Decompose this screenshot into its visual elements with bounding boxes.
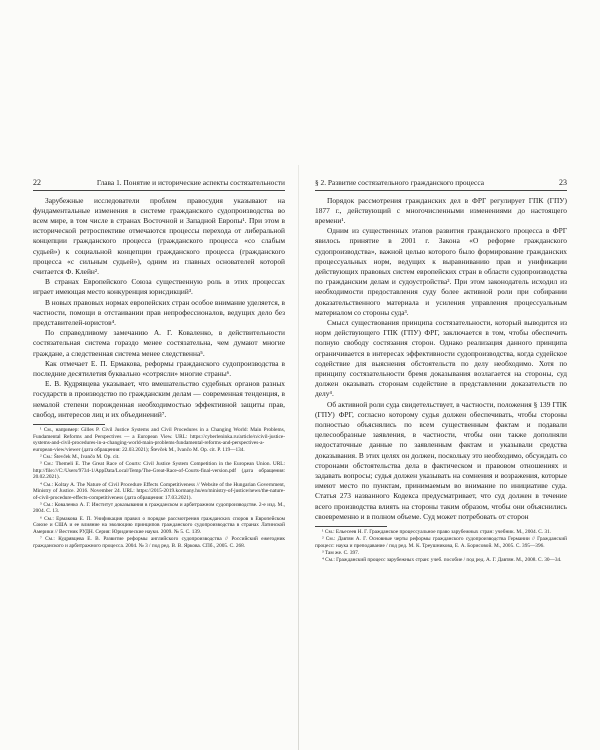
left-page [33, 178, 285, 550]
left-body-text [33, 196, 285, 420]
footnote: ² См.: Давтян А. Г. Основные черты реформы гражданского судопроизводства Германии // Гражданский процесс: наука и преподавание / под ред. М. К. Треушникова, Е. А. Борисовой. М., 2005. С. 395—396. [315, 536, 567, 549]
footnote: ³ См.: Themeli E. The Great Race of Courts: Civil Justice System Competition in the European Union. URL: http://file:///C:/Users/9734-1/AppData/Local/Temp/The-Great-Race-of-Courts-final-version.pdf (дата обращения: 20.02.2021). [33, 461, 285, 481]
footnote: ⁵ См.: Коваленко А. Г. Институт доказывания в гражданском и арбитражном судопроизводстве. 2-е изд. М., 2004. С. 13. [33, 501, 285, 515]
footnote: ¹ См.: Ельесеев Н. Г. Гражданское процессуальное право зарубежных стран: учебник. М., 2004. С. 31. [322, 529, 552, 535]
left-footnotes [33, 427, 285, 549]
footnote: ³ Там же. С. 397. [322, 549, 360, 556]
right-page [315, 178, 567, 564]
paragraph: В странах Европейского Союза существенную роль в этих процессах играет имеющая место конкуренция юрисдикций³. [33, 277, 285, 297]
footnote-separator [315, 526, 387, 527]
paragraph: Е. В. Кудрявцева указывает, что вмешательство судебных органов разных государств в производство по гражданским делам — современная тенденция, в немалой степени порожденная необходимостью эффективной защиты прав, свобод, интересов лиц и их объединений⁷. [33, 379, 285, 419]
paragraph: Зарубежные исследователи проблем правосудия указывают на фундаментальные изменения в системе гражданского судопроизводства во всем мире, в том числе в странах Восточной и Западной Европы¹. При этом в исторической ретроспективе отмечаются процессы перехода от либеральной концепции гражданского процесса (гражданского процесса «со слабым судьей») к социальной концепции гражданского процесса (гражданского процесса «с сильным судьей»), одним из главных основателей которой считается Ф. Клейн². [33, 195, 285, 276]
left-running-head [33, 178, 285, 191]
right-footnotes [315, 529, 567, 564]
footnote: ⁴ См.: Koltay A. The Nature of Civil Procedure Effects Competitiveness // Website of the Hungarian Government, Ministry of Justice. 2016. November 24. URL: https://2015-2019.kormany.hu/en/ministry-of-justice/news/the-nature-of-civil-procedure-effects-competitiveness (дата обращения: 17.03.2021). [33, 481, 285, 501]
paragraph: Порядок рассмотрения гражданских дел в ФРГ регулирует ГПК (ГПУ) 1877 г., действующий с многочисленными изменениями до настоящего времени¹. [315, 195, 567, 225]
footnote: ⁶ См.: Ермакова Е. П. Унификация правил о порядке рассмотрения гражданских споров в Европейском Союзе и США и ее влияние на эволюцию принципов гражданского судопроизводства в странах Латинской Америки // Вестник РУДН. Серия: Юридические науки. 2009. № 5. С. 139. [33, 515, 285, 535]
paragraph: Смысл существования принципа состязательности, который выводится из норм действующего ГПК (ГПУ) ФРГ, заключается в том, чтобы обеспечить полную свободу состязания сторон. Однако реализация данного принципа ограничивается в интересах эффективности судопроизводства, когда судейское содействие для выяснения обстоятельств по делу необходимо. Хотя по принципу состязательности бремя доказывания возлагается на стороны, суд должен оказывать сторонам содействие в представлении доказательств по делу⁴. [315, 317, 567, 399]
left-chapter-title: Глава 1. Понятие и исторические аспекты состязательности [96, 178, 285, 187]
right-running-head [315, 178, 567, 191]
footnote: ⁷ См.: Кудрявцева Е. В. Развитие реформы английского судопроизводства // Российский ежегодник гражданского и арбитражного процесса. 2004. № 3 / под ред. В. В. Яркова. СПб., 2005. С. 268. [33, 536, 285, 549]
paragraph: Одним из существенных этапов развития гражданского процесса в ФРГ явилось принятие в 2001 г. Закона «О реформе гражданского судопроизводства», важной целью которого было формирование гражданских процессуальных норм, ведущих к выравниванию прав и унификации действующих правовых систем европейских стран в области судопроизводства по гражданским делам и судоустройства². При этом законодатель исходил из необходимости предоставления суду более активной роли при собирании доказательственного материала и усиления управления процессуальным материалом со стороны суда³. [315, 226, 567, 317]
footnote: ² См.: Števček M., Ivančo M. Op. cit. [40, 453, 120, 460]
right-body-text [315, 196, 567, 523]
footnote: ¹ См., например: Gilles P. Civil Justice Systems and Civil Procedures in a Changing World: Main Problems, Fundamental Reforms and Perspectives — a European View. URL: https://cyberleninka.ru/article/n/civil-justice-systems-and-civil-procedures-in-a-changing-world-main-problems-fundamental-reforms-and-perspectives-a-european-view/viewer (дата обращения: 22.03.2021); Števček M., Ivančo M. Op. cit. P. 119—134. [33, 426, 285, 453]
right-section-title: § 2. Развитие состязательного гражданского процесса [315, 178, 484, 187]
footnote: ⁴ См.: Гражданский процесс зарубежных стран: учеб. пособие / под ред. А. Г. Давтян. М., 2008. С. 30—34. [322, 557, 562, 564]
paragraph: Как отмечает Е. П. Ермакова, реформы гражданского судопроизводства в последние десятилетия буквально «сотрясли» многие страны⁶. [33, 358, 285, 378]
right-page-number: 23 [559, 178, 567, 187]
spine-divider [298, 165, 299, 750]
left-page-number: 22 [33, 178, 41, 187]
paragraph: По справедливому замечанию А. Г. Коваленко, в действительности состязательная система гораздо менее состязательна, чем думают многие граждане, а следственная система менее следственна⁵. [33, 328, 285, 358]
footnote-separator [33, 424, 105, 425]
paragraph: В новых правовых нормах европейских стран особое внимание уделяется, в частности, помощи в отстаивании прав непрофессионалов, ведущих дело без представителей-юристов⁴. [33, 297, 285, 327]
paragraph: Об активной роли суда свидетельствует, в частности, положения § 139 ГПК (ГПУ) ФРГ, согласно которому судья должен обеспечивать, чтобы стороны полностью объяснялись по всем существенным фактам и подавали целесообразные заявления, в частности, чтобы они также дополняли недостаточные данные по заявленным фактам и указывали средства доказывания. В этих целях он должен, поскольку это необходимо, обсуждать со сторонами обстоятельства дела в фактическом и правовом отношениях и задавать вопросы; судья должен указывать на сомнения и возражения, которые имеют место по пунктам, принимаемым во внимание по инициативе суда. Статья 273 названного Кодекса предусматривает, что суд должен в течение всего производства влиять на стороны таким образом, чтобы они объяснились своевременно и в полном объеме. Суд может потребовать от сторон [315, 399, 567, 521]
